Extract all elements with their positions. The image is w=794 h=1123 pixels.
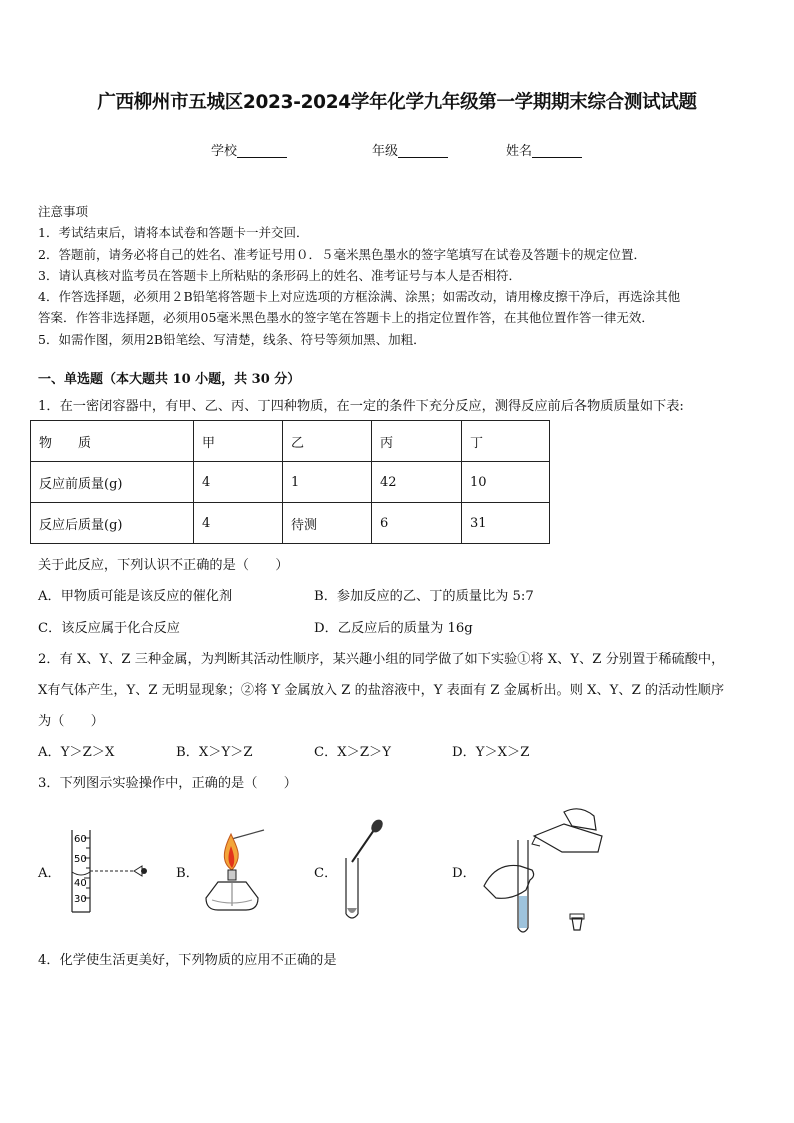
- table-cell: 4: [194, 462, 283, 503]
- q2-option-b: B．X＞Y＞Z: [176, 745, 253, 760]
- table-cell: 反应前质量(g): [31, 462, 194, 503]
- q4-stem: 4．化学使生活更美好，下列物质的应用不正确的是: [38, 953, 337, 968]
- q2-line: 2．有 X、Y、Z 三种金属，为判断其活动性顺序，某兴趣小组的同学做了如下实验①将 X、Y、Z 分别置于稀硫酸中，: [38, 652, 725, 667]
- cylinder-tick-label: 30: [74, 894, 87, 905]
- q2-option-d: D．Y＞X＞Z: [452, 745, 530, 760]
- table-cell: 丙: [372, 421, 462, 462]
- table-row: [31, 421, 550, 462]
- note-line: 1．考试结束后，请将本试卷和答题卡一并交回．: [38, 225, 309, 241]
- q3-label-c: C．: [314, 866, 338, 881]
- cylinder-tick-label: 60: [74, 834, 87, 845]
- school-label: 学校: [211, 144, 238, 159]
- q2-line: 为（ ）: [38, 714, 104, 729]
- note-line: 答案．作答非选择题，必须用05毫米黑色墨水的签字笔在答题卡上的指定位置作答，在其他位置作答一律无效．: [38, 310, 654, 326]
- notes-block: [38, 201, 680, 350]
- note-line: 4．作答选择题，必须用２B铅笔将答题卡上对应选项的方框涂满、涂黑；如需改动，请用橡皮擦干净后，再选涂其他: [38, 289, 681, 305]
- table-cell: 31: [462, 503, 550, 544]
- q3-label-b: B．: [176, 866, 199, 881]
- q2-option-a: A．Y＞Z＞X: [38, 745, 115, 760]
- table-cell: 10: [462, 462, 550, 503]
- q1-prompt: 关于此反应，下列认识不正确的是（ ）: [38, 558, 289, 573]
- hand-icon: [484, 865, 534, 898]
- note-line: 2．答题前，请务必将自己的姓名、准考证号用０．５毫米黑色墨水的签字笔填写在试卷及答题卡的规定位置．: [38, 246, 646, 262]
- dropper-figure: [338, 818, 388, 924]
- grade-field: [372, 140, 448, 159]
- school-field: [211, 140, 287, 159]
- q2-line: X有气体产生，Y、Z 无明显现象；②将 Y 金属放入 Z 的盐溶液中，Y 表面有 Z 金属析出。则 X、Y、Z 的活动性顺序: [38, 683, 725, 698]
- q2-option-c: C．X＞Z＞Y: [314, 745, 391, 760]
- cylinder-tick-label: 40: [74, 878, 87, 889]
- cylinder-tick-label: 50: [74, 854, 87, 865]
- q3-label-d: D．: [452, 866, 476, 881]
- q3-stem: 3．下列图示实验操作中，正确的是（ ）: [38, 776, 297, 791]
- table-cell: 42: [372, 462, 462, 503]
- note-line: 3．请认真核对监考员在答题卡上所粘贴的条形码上的姓名、准考证号与本人是否相符．: [38, 267, 521, 283]
- table-row: [31, 503, 550, 544]
- pouring-figure: [476, 800, 610, 938]
- name-field: [506, 140, 582, 159]
- table-cell: 反应后质量(g): [31, 503, 194, 544]
- alcohol-lamp-figure: [198, 826, 268, 914]
- name-blank: [532, 143, 582, 158]
- table-cell: 物 质: [31, 421, 194, 462]
- q1-option-c: C．该反应属于化合反应: [38, 621, 180, 636]
- page-title: 广西柳州市五城区2023-2024学年化学九年级第一学期期末综合测试试题: [97, 92, 697, 113]
- name-label: 姓名: [506, 144, 533, 159]
- q1-table: [30, 420, 550, 544]
- table-cell: 1: [283, 462, 372, 503]
- table-cell: 乙: [283, 421, 372, 462]
- q1-option-d: D．乙反应后的质量为 16g: [314, 621, 473, 636]
- q1-option-a: A．甲物质可能是该反应的催化剂: [38, 589, 233, 604]
- eye-icon: [134, 866, 142, 876]
- q1-stem: 1．在一密闭容器中，有甲、乙、丙、丁四种物质，在一定的条件下充分反应，测得反应前后各物质质量如下表:: [38, 399, 684, 414]
- table-cell: 4: [194, 503, 283, 544]
- table-cell: 6: [372, 503, 462, 544]
- school-blank: [237, 143, 287, 158]
- grade-label: 年级: [372, 144, 399, 159]
- cylinder-reading-figure: [62, 826, 154, 916]
- q1-option-b: B．参加反应的乙、丁的质量比为 5:7: [314, 589, 534, 604]
- section-heading: 一、单选题（本大题共 10 小题，共 30 分）: [38, 372, 301, 387]
- table-cell: 待测: [283, 503, 372, 544]
- q3-label-a: A．: [38, 866, 61, 881]
- table-cell: 丁: [462, 421, 550, 462]
- grade-blank: [398, 143, 448, 158]
- table-cell: 甲: [194, 421, 283, 462]
- table-row: [31, 462, 550, 503]
- note-line: 5．如需作图，须用2B铅笔绘、写清楚，线条、符号等须加黑、加粗．: [38, 331, 426, 347]
- notes-heading: 注意事项: [38, 204, 89, 219]
